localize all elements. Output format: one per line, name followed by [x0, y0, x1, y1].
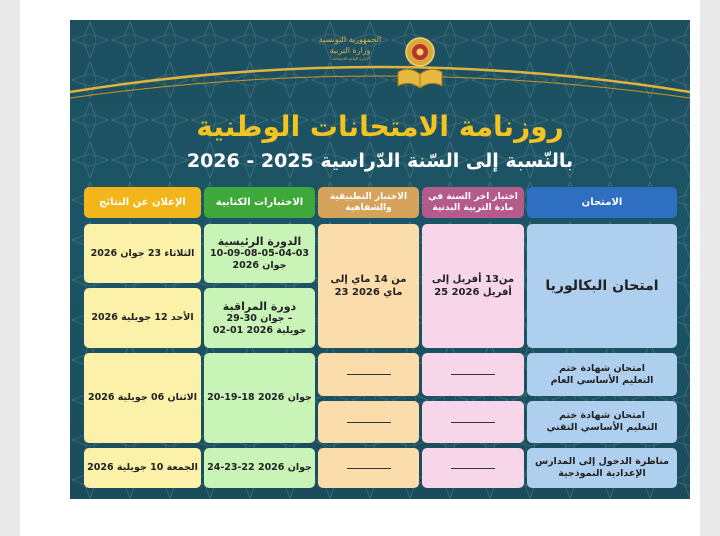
- basic-general-exam-cell: [527, 353, 677, 396]
- bac-control-result: الأحد 12 جويلية 2026: [91, 312, 194, 323]
- bac-control-session-line1: 29-30 جوان –: [226, 312, 293, 324]
- header-exam-label: الامتحان: [581, 196, 623, 208]
- bac-exam-label: امتحان البكالوريا: [545, 278, 659, 294]
- empty-dash: [347, 468, 391, 469]
- empty-dash: [451, 374, 495, 375]
- bac-main-session-title: الدورة الرئيسية: [217, 235, 302, 248]
- bac-pe-line2: 25 أفريل 2026: [434, 287, 512, 298]
- empty-dash: [451, 422, 495, 423]
- prep-exam-cell: [527, 448, 677, 488]
- book-emblem-icon: [392, 30, 448, 92]
- prep-result-date: الجمعة 10 جويلية 2026: [87, 462, 198, 473]
- header-results-label: الإعلان عن النتائج: [99, 196, 186, 208]
- bac-main-result-cell: [84, 224, 201, 283]
- header-practical-oral-label: الاختبار التطبيقية والشفاهية: [329, 191, 408, 213]
- ministry-name: [318, 34, 382, 62]
- basic-technical-exam-line2: التعليم الأساسي التقني: [546, 422, 658, 433]
- bac-control-result-cell: [84, 288, 201, 348]
- basic-result-date: الاثنان 06 جويلية 2026: [88, 392, 197, 403]
- prep-exam-line2: الإعدادية النموذجية: [558, 468, 646, 479]
- bac-control-session-cell: [204, 288, 315, 348]
- basic-general-exam-line1: امتحان شهادة ختم: [559, 362, 645, 374]
- bac-main-session-cell: [204, 224, 315, 283]
- basic-general-exam-line2: التعليم الأساسي العام: [550, 374, 654, 386]
- bac-practical-cell: [318, 224, 419, 348]
- empty-dash: [451, 468, 495, 469]
- bac-main-session-line2: جوان 2026: [232, 260, 287, 271]
- basic-general-practical-cell: [318, 353, 419, 396]
- basic-technical-pe-cell: [422, 401, 524, 443]
- page-background: [20, 0, 700, 536]
- header-pe-test-label: اختبار اخر السنة في مادة التربية البدنية: [428, 191, 518, 213]
- exam-calendar-poster: [70, 20, 690, 499]
- bac-control-session-line2: 02-01 جويلية 2026: [212, 324, 307, 336]
- prep-written-dates: 24-23-22 جوان 2026: [207, 462, 312, 473]
- bac-control-session-title: دورة المراقبة: [222, 299, 297, 313]
- ministry-line2: وزارة التربية: [329, 46, 371, 55]
- bac-pe-line1: من13 أفريل إلى: [431, 274, 515, 285]
- header-written-label: الاختبارات الكتابية: [215, 196, 304, 208]
- bac-practical-line1: من 14 ماي إلى: [330, 274, 407, 285]
- bac-main-result: الثلاثاء 23 جوان 2026: [90, 247, 195, 259]
- basic-technical-exam-cell: [527, 401, 677, 443]
- empty-dash: [347, 374, 391, 375]
- header-band: [70, 20, 690, 108]
- bac-practical-line2: 23 ماي 2026: [334, 287, 403, 298]
- prep-exam-line1: مناظرة الدخول إلى المدارس: [534, 456, 670, 467]
- basic-written-cell: [204, 353, 315, 443]
- basic-technical-practical-cell: [318, 401, 419, 443]
- header-written: [204, 187, 315, 218]
- bac-main-session-line1: 10-09-08-05-04-03: [209, 248, 310, 259]
- ministry-line1: الجمهورية التونسية: [318, 35, 382, 44]
- empty-dash: [347, 422, 391, 423]
- bac-exam-cell: [527, 224, 677, 348]
- bac-pe-cell: [422, 224, 524, 348]
- header-pe-test: [422, 187, 524, 218]
- basic-written-dates: 20-19-18 جوان 2026: [207, 392, 312, 403]
- prep-result-cell: [84, 448, 201, 488]
- basic-general-pe-cell: [422, 353, 524, 396]
- ministry-line3: الإدارة العامة للامتحانات: [330, 56, 370, 61]
- header-results: [84, 187, 201, 218]
- header-practical-oral: [318, 187, 419, 218]
- prep-pe-cell: [422, 448, 524, 488]
- basic-result-cell: [84, 353, 201, 443]
- basic-technical-exam-line1: امتحان شهادة ختم: [559, 410, 645, 421]
- page-subtitle: بالنّسبة إلى السّنة الدّراسية 2025 - 2026: [186, 150, 574, 172]
- page-title: روزنامة الامتحانات الوطنية: [196, 110, 564, 143]
- prep-practical-cell: [318, 448, 419, 488]
- prep-written-cell: [204, 448, 315, 488]
- header-exam: [527, 187, 677, 218]
